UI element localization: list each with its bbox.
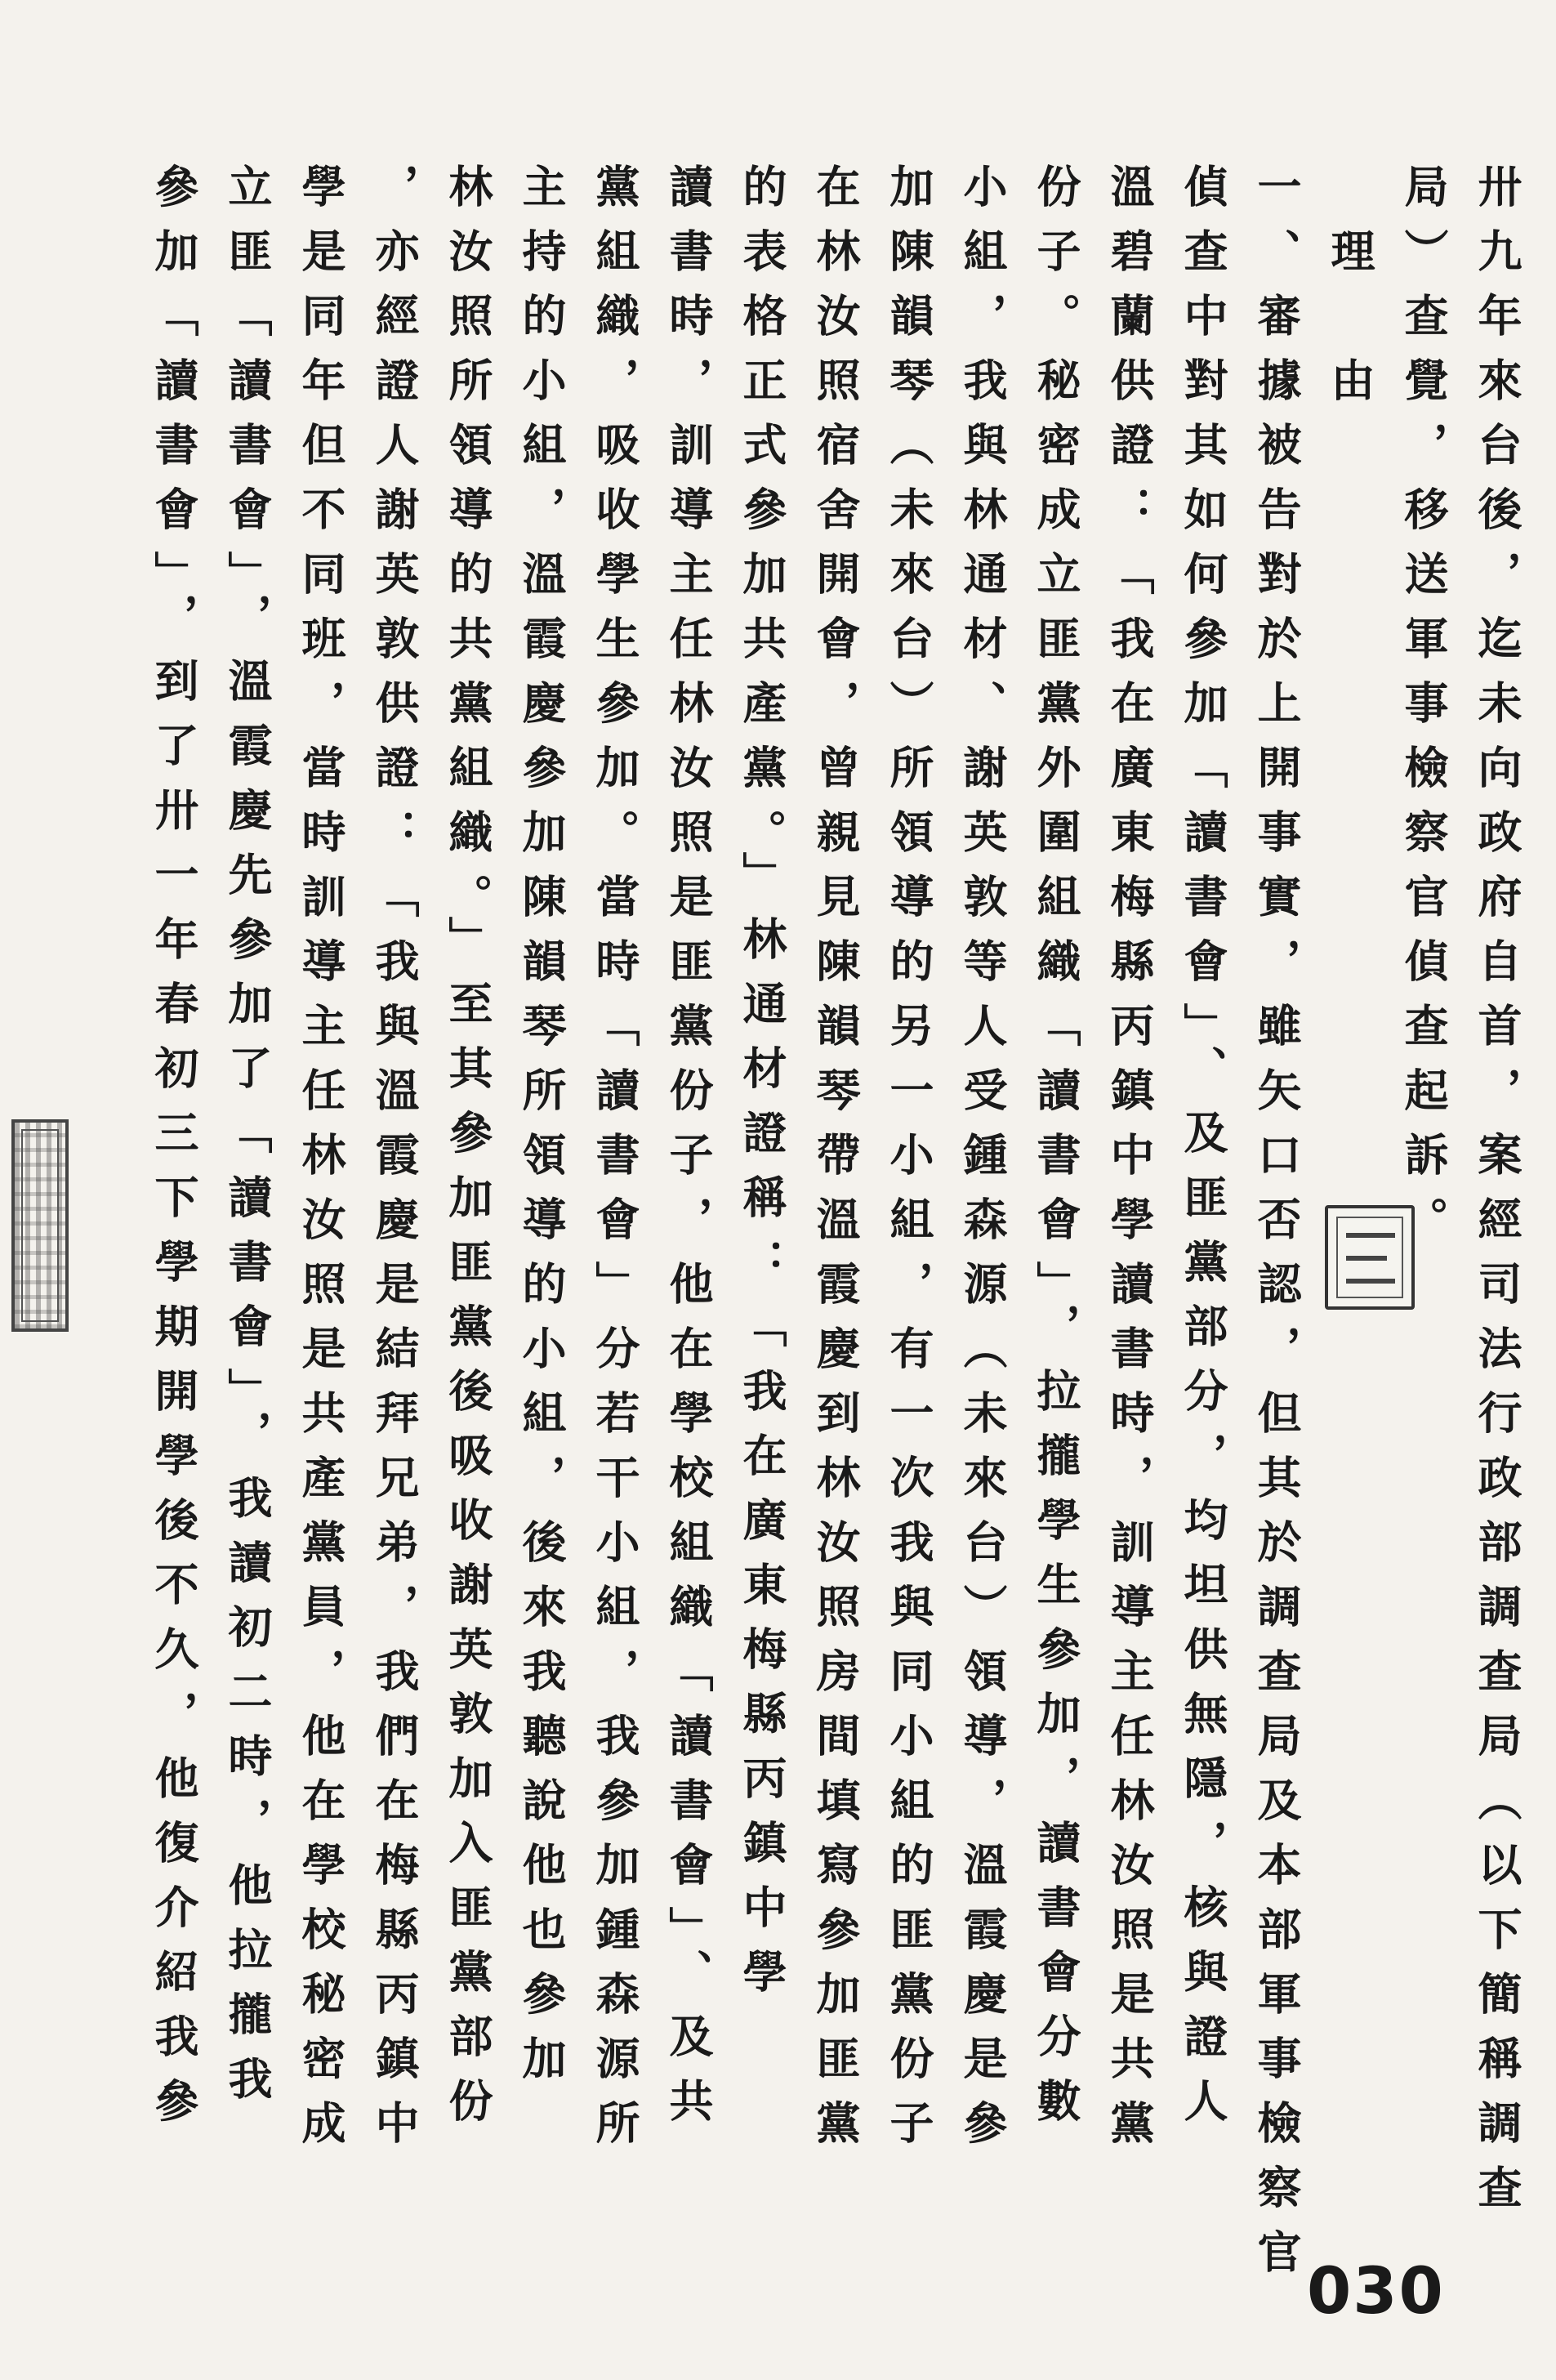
- text-column: 加陳韻琴（未來台）所領導的另一小組，有一次我與同小組的匪黨份子: [883, 163, 935, 2164]
- text-column: 一、審據被告對於上開事實，雖矢口否認，但其於調查局及本部軍事檢察官: [1251, 163, 1303, 2293]
- text-column: 溫碧蘭供證：「我在廣東梅縣丙鎮中學讀書時，訓導主任林汝照是共黨: [1103, 163, 1156, 2164]
- page-number: 030: [1307, 2255, 1445, 2329]
- seal-mark: [1346, 1233, 1395, 1238]
- text-column: 卅九年來台後，迄未向政府自首，案經司法行政部調查局（以下簡稱調查: [1471, 163, 1523, 2229]
- text-column: 主持的小組，溫霞慶參加陳韻琴所領導的小組，後來我聽說他也參加: [515, 163, 568, 2100]
- text-column: 讀書時，訓導主任林汝照是匪黨份子，他在學校組織「讀書會」、及共: [662, 163, 715, 2142]
- text-column: 林汝照所領導的共黨組織。」至其參加匪黨後吸收謝英敦加入匪黨部份: [442, 163, 494, 2142]
- text-column: 偵查中對其如何參加「讀書會」、及匪黨部分，均坦供無隱，核與證人: [1177, 163, 1229, 2142]
- seal-stamp: [1325, 1205, 1415, 1310]
- text-column: 在林汝照宿舍開會，曾親見陳韻琴帶溫霞慶到林汝照房間填寫參加匪黨: [809, 163, 862, 2164]
- section-heading: 理 由: [1324, 163, 1376, 422]
- margin-stamp: [11, 1119, 69, 1332]
- text-column: 份子。秘密成立匪黨外圍組織「讀書會」，拉攏學生參加，讀書會分數: [1030, 163, 1082, 2142]
- seal-mark: [1346, 1256, 1387, 1261]
- text-column: 局）查覺，移送軍事檢察官偵查起訴。: [1398, 163, 1450, 1261]
- text-column: 學是同年但不同班，當時訓導主任林汝照是共產黨員，他在學校秘密成: [295, 163, 347, 2164]
- text-column: 立匪「讀書會」，溫霞慶先參加了「讀書會」，我讀初二時，他拉攏我: [221, 163, 274, 2120]
- text-column: 的表格正式參加共產黨。」林通材證稱：「我在廣東梅縣丙鎮中學: [736, 163, 788, 2013]
- seal-mark: [1346, 1279, 1395, 1284]
- text-column: ，亦經證人謝英敦供證：「我與溫霞慶是結拜兄弟，我們在梅縣丙鎮中: [368, 163, 421, 2164]
- text-column: 黨組織，吸收學生參加。當時「讀書會」分若干小組，我參加鍾森源所: [589, 163, 641, 2164]
- text-column: 參加「讀書會」，到了卅一年春初三下學期開學後不久，他復介紹我參: [148, 163, 200, 2142]
- text-column: 小組，我與林通材、謝英敦等人受鍾森源（未來台）領導，溫霞慶是參: [956, 163, 1009, 2164]
